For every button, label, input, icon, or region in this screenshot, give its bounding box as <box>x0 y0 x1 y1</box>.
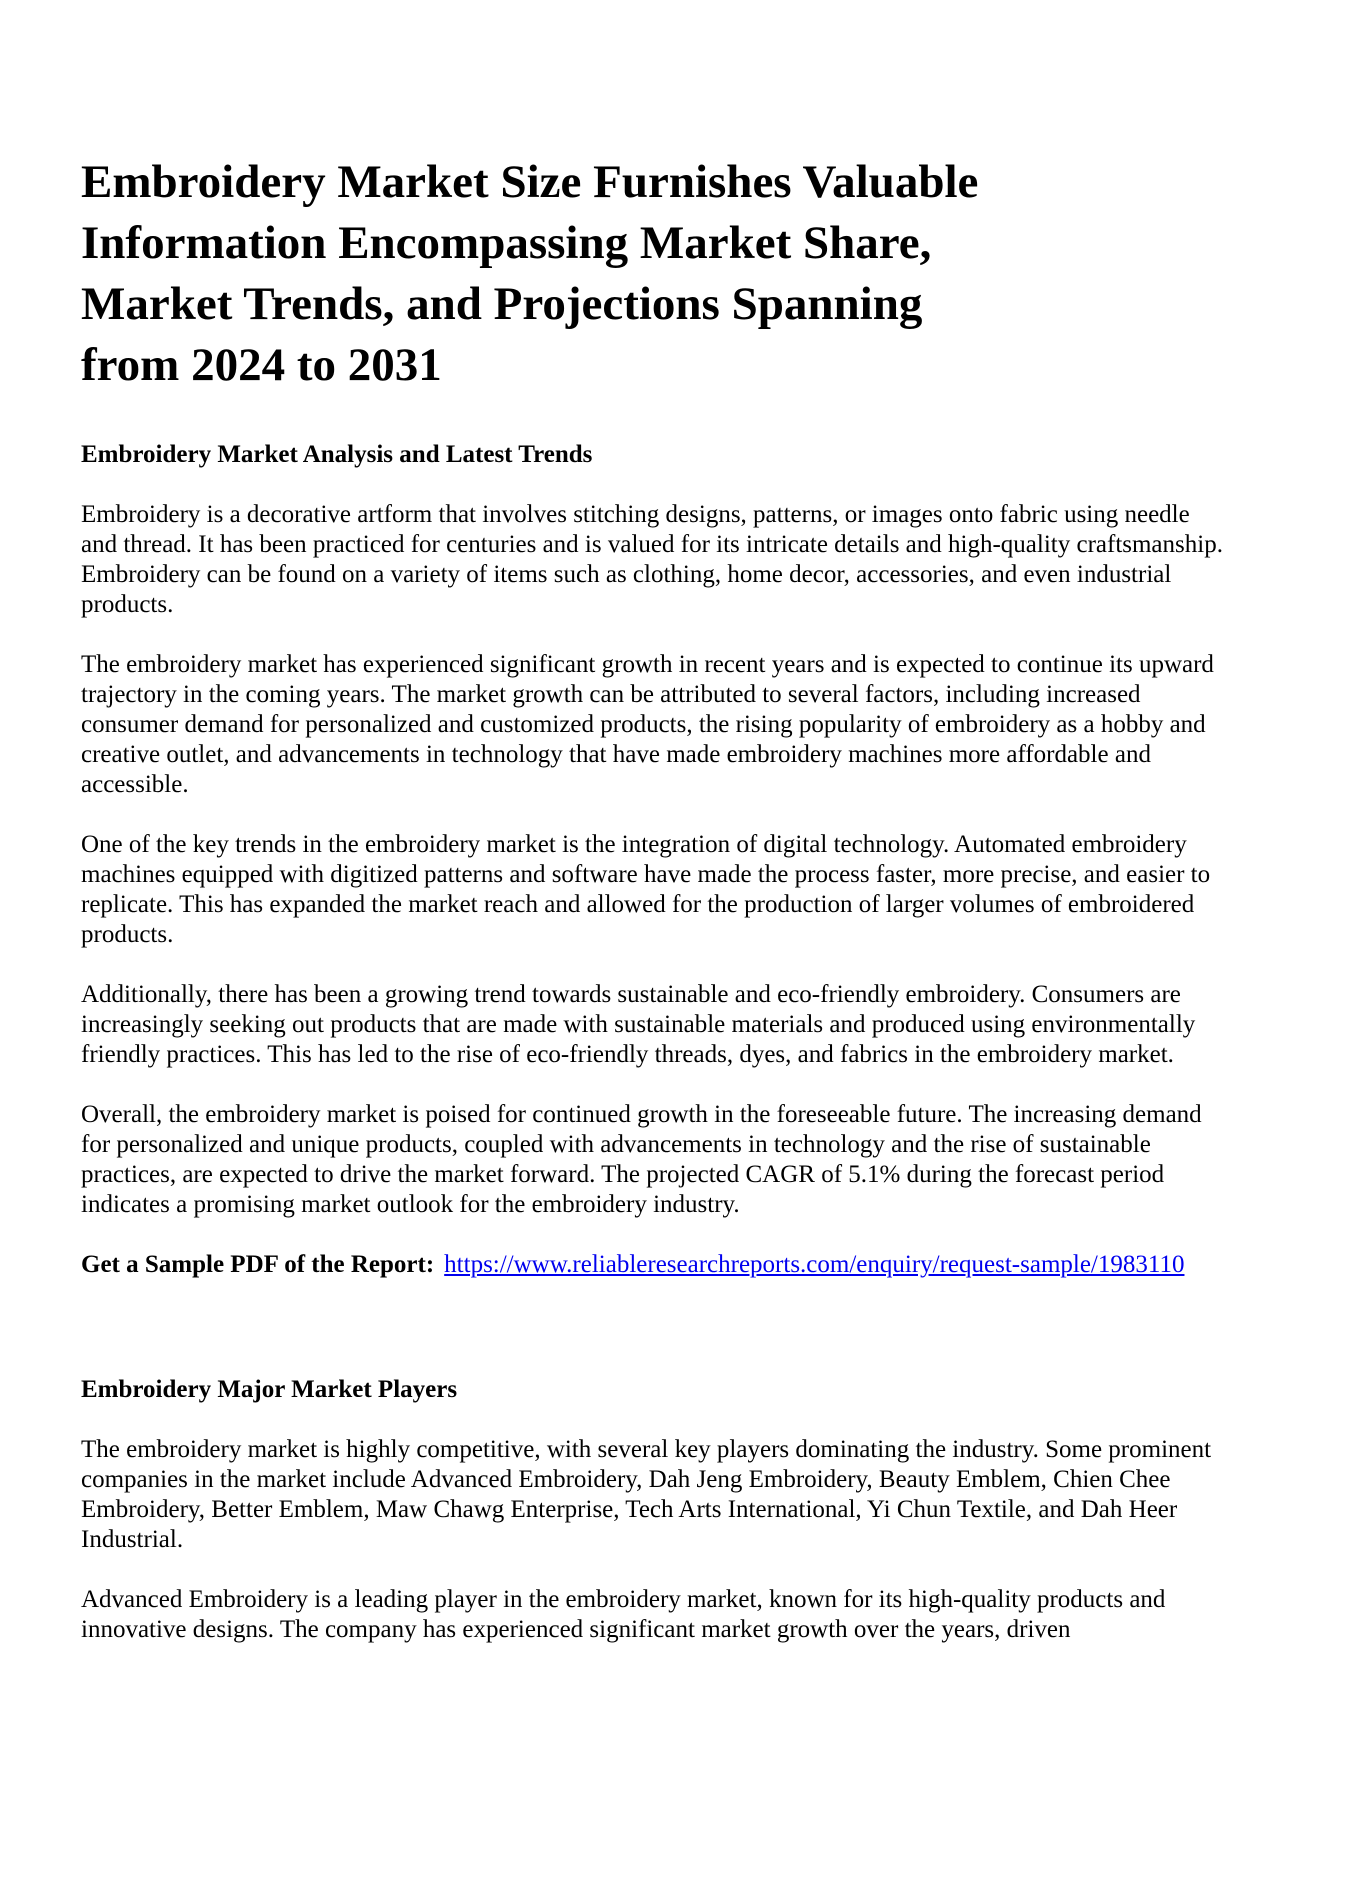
sample-cta <box>81 1250 1225 1280</box>
analysis-paragraph-5: Overall, the embroidery market is poised for continued growth in the foreseeable future. The increasing demand for personalized and unique products, coupled with advancements in technology and the rise of sustainable practices, are expected to drive the market forward. The projected CAGR of 5.1% during the forecast period indicates a promising market outlook for the embroidery industry. <box>81 1101 1202 1218</box>
analysis-paragraph-4: Additionally, there has been a growing trend towards sustainable and eco-friendly embroidery. Consumers are increasingly seeking out products that are made with sustainable materials and produced using environmentally friendly practices. This has led to the rise of eco-friendly threads, dyes, and fabrics in the embroidery market. <box>81 981 1196 1068</box>
players-paragraph-2: Advanced Embroidery is a leading player in the embroidery market, known for its high-quality products and innovative designs. The company has experienced significant market growth over the years, driven <box>81 1586 1166 1643</box>
analysis-heading: Embroidery Market Analysis and Latest Trends <box>81 441 593 468</box>
sample-report-link[interactable]: https://www.reliableresearchreports.com/enquiry/request-sample/1983110 <box>444 1251 1185 1278</box>
page-title: Embroidery Market Size Furnishes Valuable Information Encompassing Market Share, Market Trends, and Projections Spanning from 2024 to 2031 <box>81 156 979 391</box>
players-paragraph-1: The embroidery market is highly competitive, with several key players dominating the industry. Some prominent companies in the market include Advanced Embroidery, Dah Jeng Embroidery, Beauty Emblem, Chien Chee Embroidery, Better Emblem, Maw Chawg Enterprise, Tech Arts International, Yi Chun Textile, and Dah Heer Industrial. <box>81 1436 1212 1553</box>
sample-cta-label: Get a Sample PDF of the Report: <box>81 1251 435 1278</box>
analysis-paragraph-1: Embroidery is a decorative artform that involves stitching designs, patterns, or images onto fabric using needle and thread. It has been practiced for centuries and is valued for its intricate details and high-quality craftsmanship. Embroidery can be found on a variety of items such as clothing, home decor, accessories, and even industrial products. <box>81 501 1223 618</box>
players-heading: Embroidery Major Market Players <box>81 1376 458 1403</box>
analysis-paragraph-3: One of the key trends in the embroidery market is the integration of digital technology. Automated embroidery machines equipped with digitized patterns and software have made the process faster, more precise, and easier to replicate. This has expanded the market reach and allowed for the production of larger volumes of embroidered products. <box>81 831 1211 948</box>
analysis-paragraph-2: The embroidery market has experienced significant growth in recent years and is expected to continue its upward trajectory in the coming years. The market growth can be attributed to several factors, including increased consumer demand for personalized and customized products, the rising popularity of embroidery as a hobby and creative outlet, and advancements in technology that have made embroidery machines more affordable and accessible. <box>81 651 1214 798</box>
